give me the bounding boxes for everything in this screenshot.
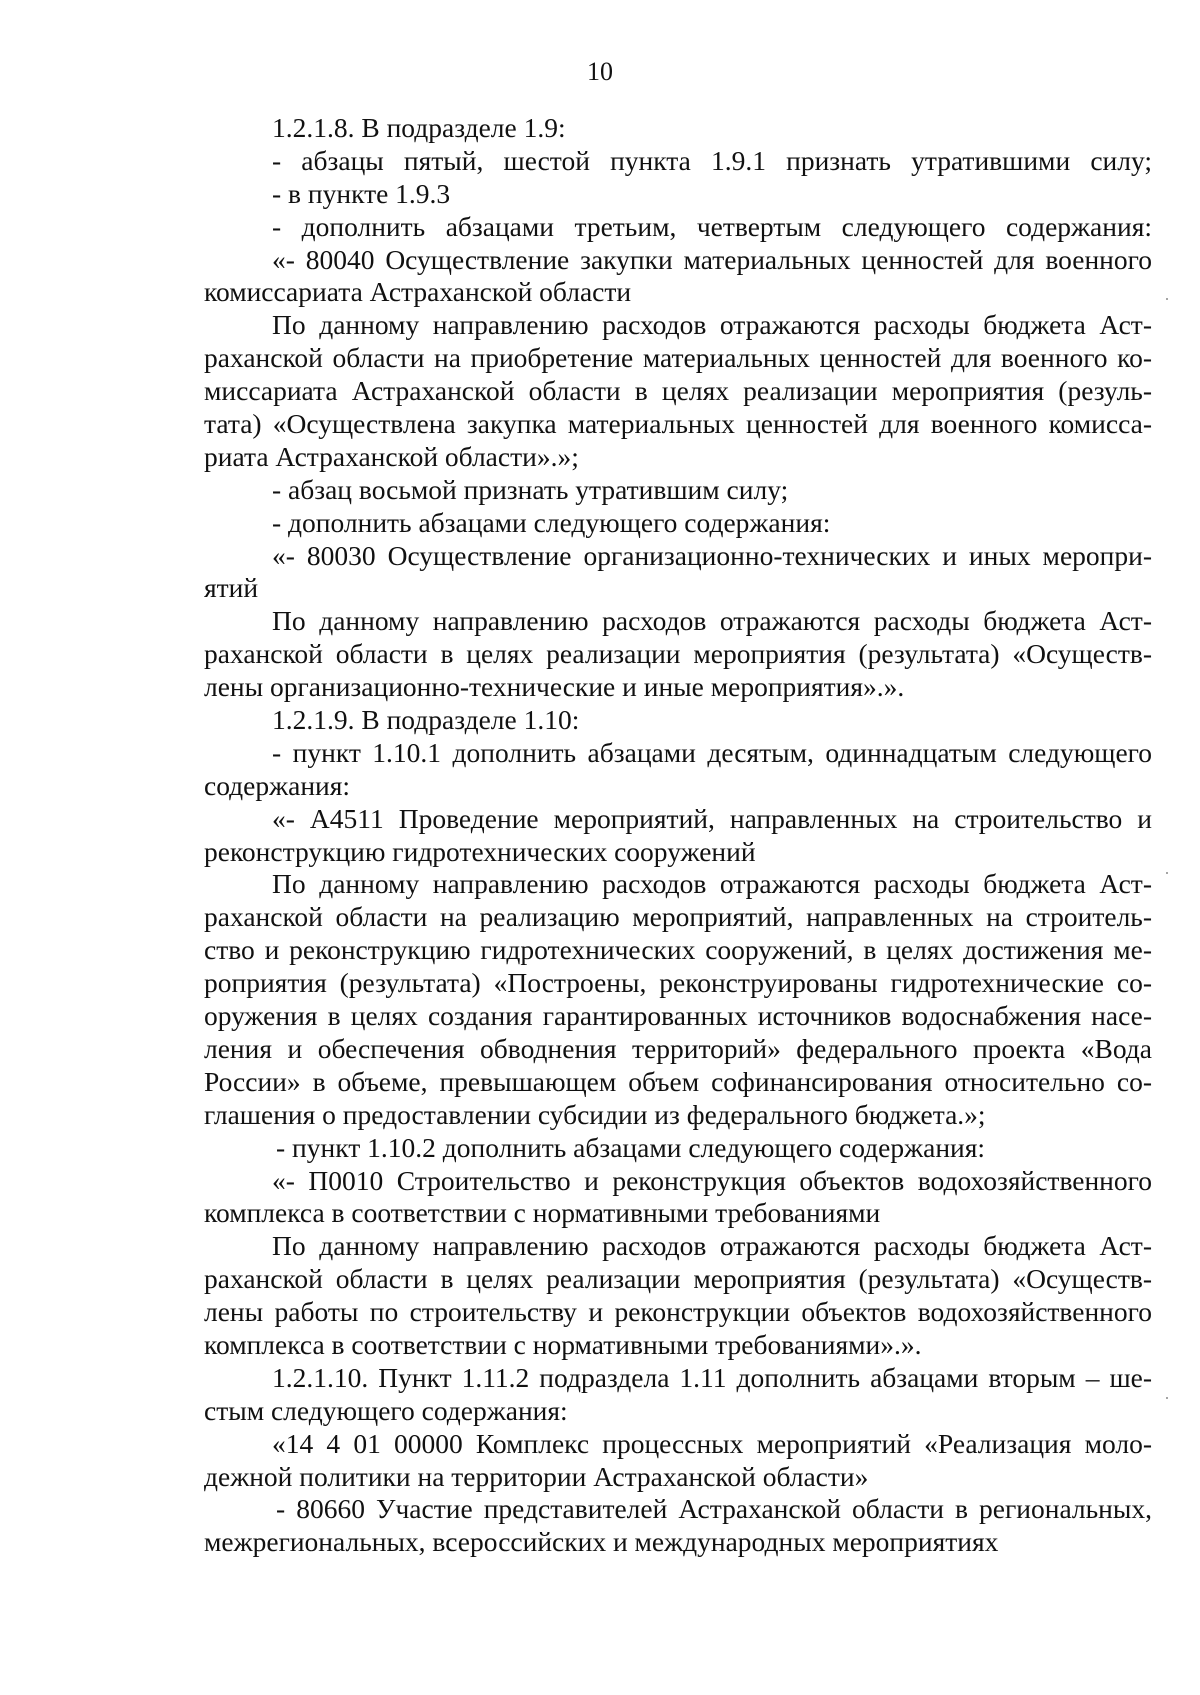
text-line: - пункт 1.10.2 дополнить абзацами следующего содержания: bbox=[276, 1131, 986, 1163]
text-line: раханской области на реализацию мероприятий, направленных на строитель- bbox=[204, 901, 1152, 933]
text-line: раханской области в целях реализации мероприятия (результата) «Осуществ- bbox=[204, 638, 1152, 670]
text-line: - дополнить абзацами третьим, четвертым следующего содержания: bbox=[272, 210, 1152, 242]
text-line: - пункт 1.10.1 дополнить абзацами десятым, одиннадцатым следующего bbox=[272, 736, 1152, 768]
text-line: России» в объеме, превышающем объем софинансирования относительно со- bbox=[204, 1065, 1152, 1097]
text-line: 1.2.1.10. Пункт 1.11.2 подраздела 1.11 дополнить абзацами вторым – ше- bbox=[272, 1361, 1152, 1393]
text-line: комплекса в соответствии с нормативными требованиями».». bbox=[204, 1328, 922, 1360]
text-line: 1.2.1.9. В подразделе 1.10: bbox=[272, 704, 580, 736]
text-line: - дополнить абзацами следующего содержания: bbox=[272, 506, 831, 538]
text-line: содержания: bbox=[204, 769, 351, 801]
text-line: ство и реконструкцию гидротехнических сооружений, в целях достижения ме- bbox=[204, 934, 1152, 966]
text-line: миссариата Астраханской области в целях реализации мероприятия (резуль- bbox=[204, 375, 1152, 407]
text-line: 1.2.1.8. В подразделе 1.9: bbox=[272, 112, 566, 143]
document-body bbox=[204, 112, 1152, 1559]
text-line: - 80660 Участие представителей Астраханской области в региональных, bbox=[276, 1493, 1152, 1525]
text-line: ления и обеспечения обводнения территорий» федерального проекта «Вода bbox=[204, 1032, 1152, 1064]
text-line: дежной политики на территории Астраханской области» bbox=[204, 1460, 869, 1492]
text-line: «- 80030 Осуществление организационно-технических и иных меропри- bbox=[272, 539, 1152, 571]
text-line: По данному направлению расходов отражаются расходы бюджета Аст- bbox=[272, 868, 1152, 900]
text-line: По данному направлению расходов отражаются расходы бюджета Аст- bbox=[272, 605, 1152, 637]
page-number: 10 bbox=[587, 57, 613, 86]
text-line: - в пункте 1.9.3 bbox=[272, 177, 451, 209]
text-line: - абзац восьмой признать утратившим силу; bbox=[272, 473, 789, 505]
text-line: раханской области на приобретение материальных ценностей для военного ко- bbox=[204, 342, 1152, 374]
text-line: комплекса в соответствии с нормативными требованиями bbox=[204, 1197, 881, 1229]
scan-speck bbox=[1166, 1397, 1168, 1399]
text-line: межрегиональных, всероссийских и международных мероприятиях bbox=[204, 1526, 999, 1558]
text-line: По данному направлению расходов отражаются расходы бюджета Аст- bbox=[272, 309, 1152, 341]
text-line: «- А4511 Проведение мероприятий, направленных на строительство и bbox=[272, 802, 1152, 834]
text-line: реконструкцию гидротехнических сооружений bbox=[204, 835, 756, 867]
text-line: тата) «Осуществлена закупка материальных ценностей для военного комисса- bbox=[204, 408, 1152, 440]
text-line: - абзацы пятый, шестой пункта 1.9.1 признать утратившими силу; bbox=[272, 144, 1152, 176]
scan-speck bbox=[1166, 872, 1168, 874]
text-line: лены работы по строительству и реконструкции объектов водохозяйственного bbox=[204, 1296, 1152, 1328]
scan-speck bbox=[1166, 298, 1168, 300]
text-line: роприятия (результата) «Построены, реконструированы гидротехнические со- bbox=[204, 967, 1152, 999]
text-line: ятий bbox=[204, 572, 259, 604]
text-line: комиссариата Астраханской области bbox=[204, 276, 632, 308]
text-line: риата Астраханской области».»; bbox=[204, 440, 579, 472]
text-line: По данному направлению расходов отражаются расходы бюджета Аст- bbox=[272, 1230, 1152, 1262]
text-line: раханской области в целях реализации мероприятия (результата) «Осуществ- bbox=[204, 1263, 1152, 1295]
text-line: стым следующего содержания: bbox=[204, 1394, 568, 1426]
text-line: «14 4 01 00000 Комплекс процессных мероприятий «Реализация моло- bbox=[272, 1427, 1152, 1459]
text-line: «- 80040 Осуществление закупки материальных ценностей для военного bbox=[272, 243, 1152, 275]
text-line: оружения в целях создания гарантированных источников водоснабжения насе- bbox=[204, 1000, 1152, 1032]
text-line: «- П0010 Строительство и реконструкция объектов водохозяйственного bbox=[272, 1164, 1152, 1196]
text-line: глашения о предоставлении субсидии из федерального бюджета.»; bbox=[204, 1098, 986, 1130]
text-line: лены организационно-технические и иные мероприятия».». bbox=[204, 671, 905, 703]
